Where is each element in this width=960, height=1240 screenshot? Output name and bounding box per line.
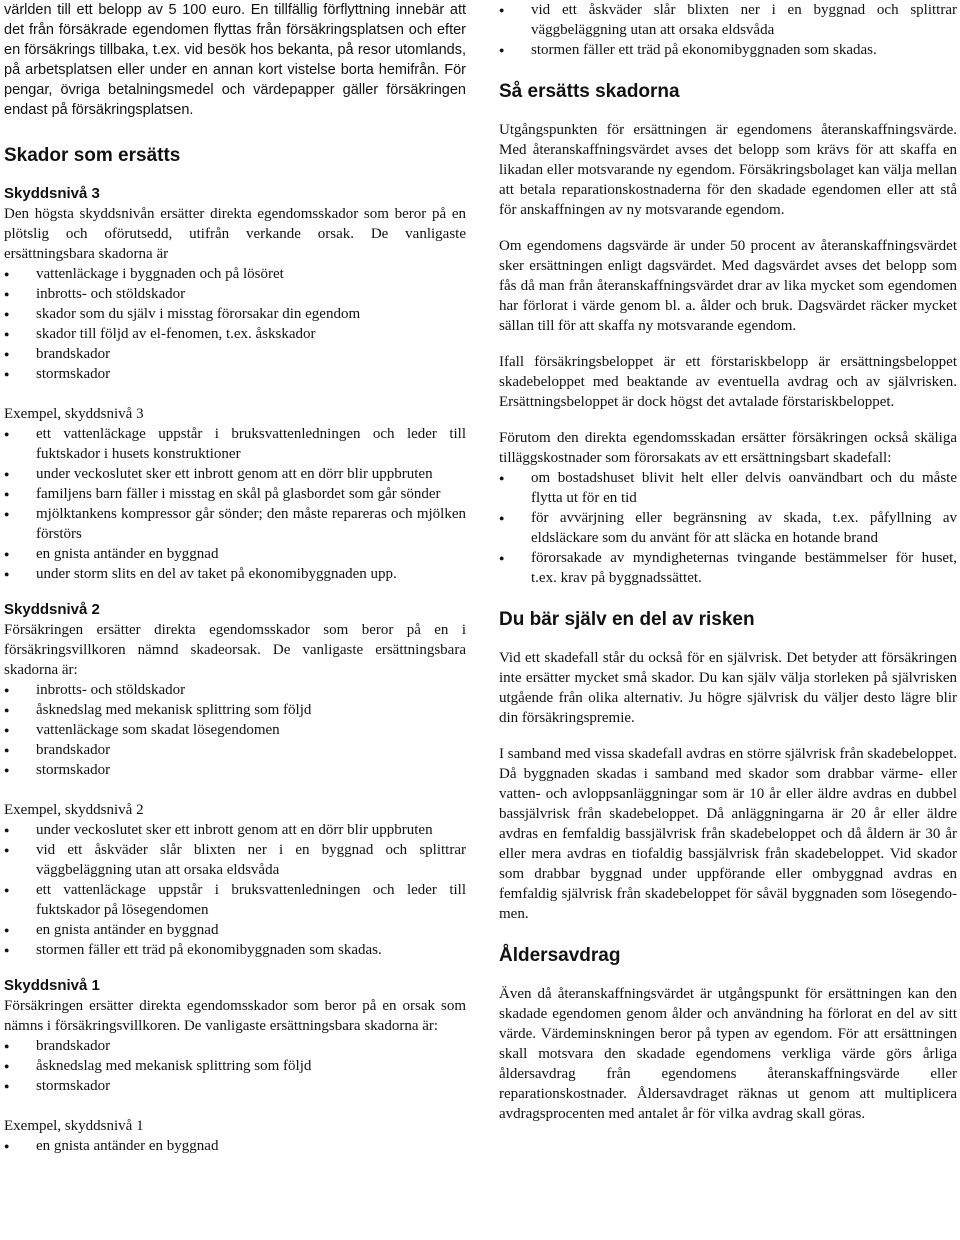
- level2-example-heading: Exempel, skyddsnivå 2: [4, 802, 144, 818]
- list-item: ● under storm slits en del av taket på ekonomibyggnaden upp.: [4, 564, 466, 584]
- list-item: ● förorsakade av myndigheternas tvingande bestämmelser för huset, t.ex. krav på byggnadssättet.: [499, 548, 957, 588]
- list-item: ● stormskador: [4, 760, 466, 780]
- list-item: ● stormen fäller ett träd på ekonomibyggnaden som skadas.: [499, 40, 957, 60]
- list-item: ● skador till följd av el-fenomen, t.ex. åskskador: [4, 324, 466, 344]
- level2-list: [4, 680, 466, 780]
- compensation-paragraph-2: Om egendomens dagsvärde är under 50 procent av återanskaffningsvärdet sker ersättningen enligt dagsvärdet. Med dagsvärdet avses det belopp som fås då man från återanskaffningsvärdet drar av lika mycket som egendomen har förlorat i värde genom bl. a. ålder och bruk. Dagsvärdet räcker mycket sällan till för att skaffa ny motsvarande egendom.: [499, 238, 957, 334]
- deductible-paragraph-2: I samband med vissa skadefall avdras en större självrisk från skadebeloppet. Då byggnaden skadas i samband med skador som drabbar värme- eller vatten- och avloppsanläggningar som är 10 år eller äldre avdras en dubbel bassjälvrisk från skadebeloppet. Då anläggningarna är 20 år eller äldre avdras en femfaldig bassjälvrisk från skadebeloppet och då åldern är 30 år eller mera avdras en tiofaldig bassjälvrisk från skadebeloppet. Vid skador som drabbar byggnad under uppförande eller ombyggnad avdras en femfaldig självrisk från skadebeloppet för såväl byggnaden som lösegendomen.: [499, 746, 957, 922]
- list-item: ● en gnista antänder en byggnad: [4, 544, 466, 564]
- list-item: ● skador som du själv i misstag förorsakar din egendom: [4, 304, 466, 324]
- list-item: ● inbrotts- och stöldskador: [4, 680, 466, 700]
- list-item: ● brandskador: [4, 1036, 466, 1056]
- deductible-heading: Du bär själv en del av risken: [499, 609, 755, 630]
- list-item: ● stormskador: [4, 1076, 466, 1096]
- list-item: ● vattenläckage som skadat lösegendomen: [4, 720, 466, 740]
- list-item: ● vid ett åskväder slår blixten ner i en byggnad och splittrar väggbeläggning utan att orsaka eldsvåda: [499, 0, 957, 40]
- level2-text: Försäkringen ersätter direkta egendomsskador som beror på en i försäkringsvillkoren nämnd skadeorsak. De vanligaste ersättningsbara skadorna är:: [4, 622, 466, 678]
- level3-example-heading: Exempel, skyddsnivå 3: [4, 406, 144, 422]
- list-item: ● ett vattenläckage uppstår i bruksvattenledningen och leder till fuktskador i husets konstruktioner: [4, 424, 466, 464]
- age-deduction-heading: Åldersavdrag: [499, 945, 621, 966]
- level1-list: [4, 1036, 466, 1096]
- level1-example-heading: Exempel, skyddsnivå 1: [4, 1118, 144, 1134]
- list-item: ● mjölktankens kompressor går sönder; den måste repareras och mjölken förstörs: [4, 504, 466, 544]
- level1-text: Försäkringen ersätter direkta egendomsskador som beror på en orsak som nämns i försäkringsvillkoren. De vanligaste ersättningsbara skadorna är:: [4, 998, 466, 1034]
- list-item: ● stormen fäller ett träd på ekonomibyggnaden som skadas.: [4, 940, 466, 960]
- compensation-paragraph-3: Ifall försäkringsbeloppet är ett förstariskbelopp är ersättningsbeloppet skadebeloppet med beaktande av eventuella avdrag och av självrisken. Ersättningsbeloppet är dock högst det avtalade förstariskbeloppet.: [499, 354, 957, 410]
- compensation-heading: Så ersätts skadorna: [499, 81, 680, 102]
- list-item: ● under veckoslutet sker ett inbrott genom att en dörr blir uppbruten: [4, 464, 466, 484]
- list-item: ● inbrotts- och stöldskador: [4, 284, 466, 304]
- list-item: ● familjens barn fäller i misstag en skål på glasbordet som går sönder: [4, 484, 466, 504]
- continued-examples: [499, 0, 957, 60]
- list-item: ● vattenläckage i byggnaden och på lösöret: [4, 264, 466, 284]
- additional-costs-list: [499, 468, 957, 588]
- list-item: ● vid ett åskväder slår blixten ner i en byggnad och splittrar väggbeläggning utan att orsaka eldsvåda: [4, 840, 466, 880]
- level1-examples: [4, 1136, 466, 1156]
- list-item: ● en gnista antänder en byggnad: [4, 1136, 466, 1156]
- level3-list: [4, 264, 466, 384]
- compensation-paragraph-1: Utgångspunkten för ersättningen är egendomens återanskaffningsvärde. Med återanskaffningsvärdet avses det belopp som krävs för att skaffa en likadan eller motsvarande ny egendom. Försäkringsbolaget kan välja mellan att betala reparationskostnaderna för den skadade egendomen eller att stå för anskaffningen av ny motsvarande egendom.: [499, 122, 957, 218]
- section-title-damages: Skador som ersätts: [4, 145, 181, 166]
- list-item: ● åsknedslag med mekanisk splittring som följd: [4, 1056, 466, 1076]
- deductible-paragraph-1: Vid ett skadefall står du också för en självrisk. Det betyder att försäkringen inte ersätter mycket små skador. Du kan själv välja storleken på självrisken utgående från olika alternativ. Ju högre självrisk du väljer desto lägre blir din försäkringspremie.: [499, 650, 957, 726]
- list-item: ● ett vattenläckage uppstår i bruksvattenledningen och leder till fuktskador på lösegendomen: [4, 880, 466, 920]
- left-column: [4, 0, 466, 1156]
- intro-paragraph: världen till ett belopp av 5 100 euro. En tillfällig förflyttning innebär att det från försäkrade egendomen flyttas från försäkringsplatsen och efter en försäkrings tillbaka, t.ex. vid besök hos bekanta, på resor utomlands, på arbetsplatsen eller under en annan kort vistelse borta hemifrån. För pengar, övriga betalningsmedel och värdepapper gäller försäkringen endast på försäkringsplatsen.: [4, 2, 466, 118]
- list-item: ● en gnista antänder en byggnad: [4, 920, 466, 940]
- list-item: ● stormskador: [4, 364, 466, 384]
- level2-heading: Skyddsnivå 2: [4, 601, 100, 618]
- list-item: ● brandskador: [4, 344, 466, 364]
- level1-heading: Skyddsnivå 1: [4, 977, 100, 994]
- level3-text: Den högsta skyddsnivån ersätter direkta egendomsskador som beror på en plötslig och oförutsedd, utifrån verkande orsak. De vanligaste ersättningsbara skadorna är: [4, 206, 466, 262]
- list-item: ● om bostadshuset blivit helt eller delvis oanvändbart och du måste flytta ut för en tid: [499, 468, 957, 508]
- level3-heading: Skyddsnivå 3: [4, 185, 100, 202]
- list-item: ● under veckoslutet sker ett inbrott genom att en dörr blir uppbruten: [4, 820, 466, 840]
- right-column: [499, 0, 957, 1124]
- level2-examples: [4, 820, 466, 960]
- list-item: ● åsknedslag med mekanisk splittring som följd: [4, 700, 466, 720]
- level3-examples: [4, 424, 466, 584]
- list-item: ● brandskador: [4, 740, 466, 760]
- compensation-paragraph-4: Förutom den direkta egendomsskadan ersätter försäkringen också skäliga tilläggskostnader som förorsakats av ett ersättningsbart skadefall:: [499, 430, 957, 466]
- age-deduction-paragraph: Även då återanskaffningsvärdet är utgångspunkt för ersättningen kan den skadade egendomen genom ålder och användning ha förlorat en del av sitt värde. Värdeminskningen beror på typen av egendom. För att ersättningen skall motsvara den skadade egendomens verkliga värde görs årliga åldersavdrag från egendomens återanskaffningsvärde eller reparationskostnader. Åldersavdraget räknas ut genom att multiplicera avdragsprocenten med antalet år för vilka avdrag skall göras.: [499, 986, 957, 1122]
- list-item: ● för avvärjning eller begränsning av skada, t.ex. påfyllning av eldsläckare som du använt för att släcka en hotande brand: [499, 508, 957, 548]
